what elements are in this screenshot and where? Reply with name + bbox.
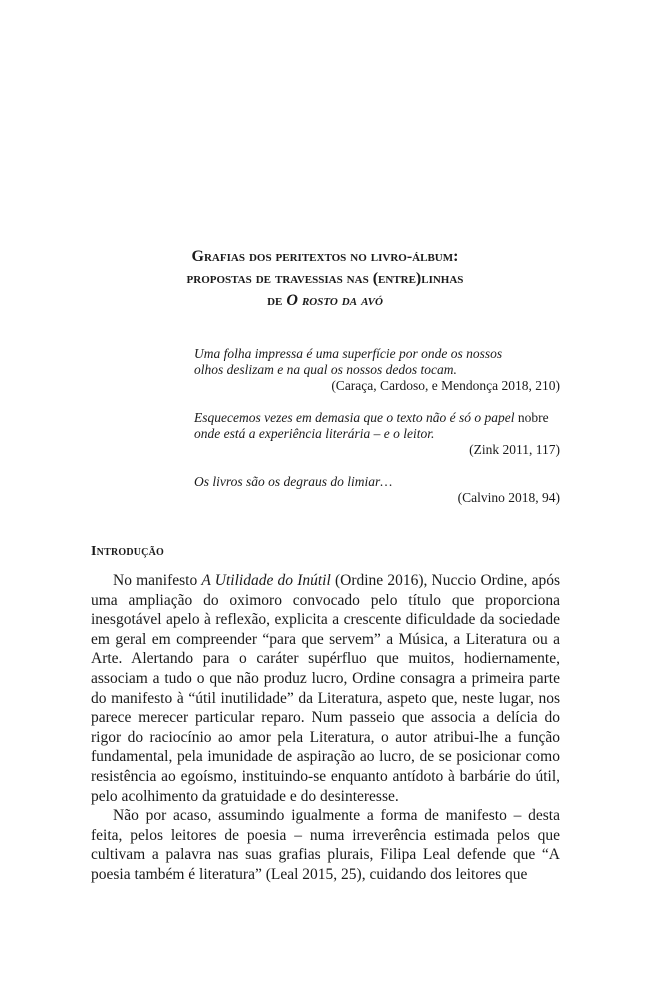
section-heading: Introdução <box>91 544 165 559</box>
epigraph-3-line-1: Os livros são os degraus do limiar… <box>194 474 393 489</box>
epigraph-3-source: (Calvino 2018, 94) <box>457 490 560 505</box>
epigraph-2-line-1-upright: nobre <box>514 410 549 425</box>
title-line-1: Grafias dos peritextos no livro-álbum: <box>191 248 459 265</box>
title-book-initial: O <box>286 292 298 309</box>
paragraph-2: Não por acaso, assumindo igualmente a forma de manifesto – desta feita, pelos leitores de poesia – numa irreverência estimada pelos que cultivam a palavra nas suas grafias plurais, Filipa Leal defende que “A poesia também é literatura” (Leal 2015, 25), cuidando dos leitores que <box>91 807 560 883</box>
epigraph-1 <box>194 346 560 394</box>
epigraph-2 <box>194 410 560 458</box>
title-line-3-prefix: de <box>267 292 287 309</box>
epigraph-3 <box>194 474 560 506</box>
title-book-name: rosto da avó <box>297 292 383 309</box>
epigraph-1-line-1: Uma folha impressa é uma superfície por onde os nossos <box>194 346 503 361</box>
body-text <box>91 571 560 885</box>
epigraphs <box>194 346 560 522</box>
paragraph-1-rest: (Ordine 2016), Nuccio Ordine, após uma ampliação do oximoro convocado pelo título que proporciona inesgotável apelo à reflexão, explicita a crescente dificuldade da sociedade em geral em compreender “para que servem” a Música, a Literatura ou a Arte. Alertando para o caráter supérfluo que muitos, hodiernamente, associam a tudo o que não produz lucro, Ordine consagra a primeira parte do manifesto à “útil inutilidade” da Literatura, aspeto que, neste lugar, nos parece merecer particular reparo. Num passeio que associa a delícia do rigor do raciocínio ao amor pela Literatura, o autor atribui-lhe a função fundamental, pela imunidade de aspiração ao lucro, de se posicionar como resistência ao egoísmo, instituindo-se enquanto antídoto à barbárie do útil, pelo acolhimento da gratuidade e do desinteresse. <box>91 572 560 805</box>
paragraph-1-start: No manifesto <box>113 572 202 589</box>
epigraph-1-source: (Caraça, Cardoso, e Mendonça 2018, 210) <box>331 378 560 393</box>
epigraph-2-source: (Zink 2011, 117) <box>469 442 560 457</box>
epigraph-2-line-1-italic: Esquecemos vezes em demasia que o texto não é só o papel <box>194 410 515 425</box>
title-line-3 <box>100 290 550 312</box>
paragraph-1 <box>91 571 560 806</box>
epigraph-2-line-1 <box>194 410 560 426</box>
epigraph-2-line-2: onde está a experiência literária – e o leitor. <box>194 426 435 441</box>
title-line-2: propostas de travessias nas (entre)linhas <box>186 270 464 287</box>
chapter-title <box>100 246 550 312</box>
epigraph-1-line-2: olhos deslizam e na qual os nossos dedos tocam. <box>194 362 457 377</box>
cited-work-title: A Utilidade do Inútil <box>201 572 331 589</box>
